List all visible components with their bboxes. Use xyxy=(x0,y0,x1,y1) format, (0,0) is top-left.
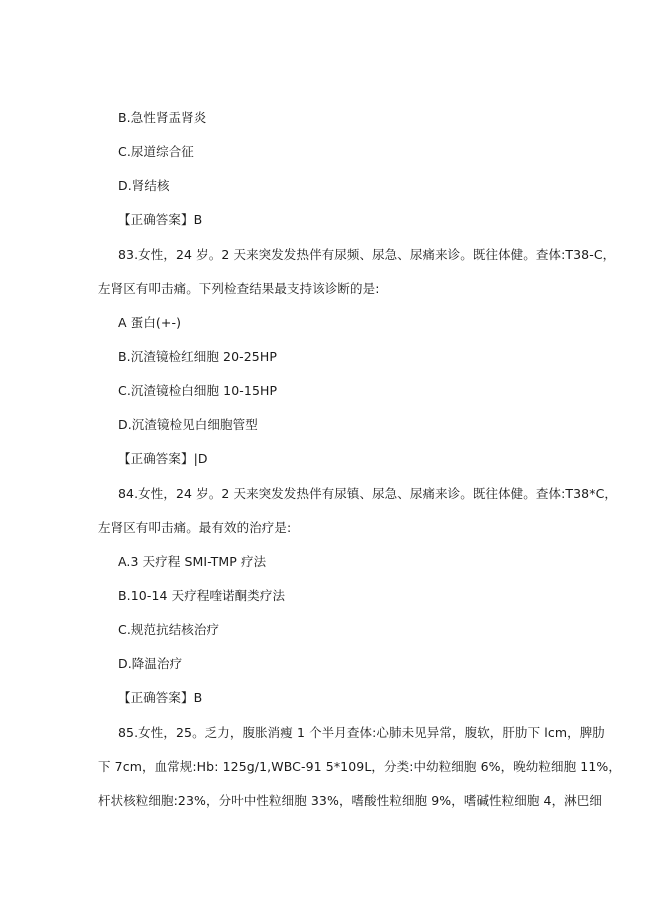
answer-line-q82: 【正确答案】B xyxy=(118,212,203,227)
question-84-line-1: 84.女性，24 岁。2 天来突发发热伴有尿镇、尿急、尿痛来诊。既往体健。查体:T38*C， xyxy=(118,486,618,501)
question-83-line-1: 83.女性，24 岁。2 天来突发发热伴有尿频、尿急、尿痛来诊。既往体健。查体:T38-C， xyxy=(118,247,616,262)
q83-option-c: C.沉渣镜检白细胞 10-15HP xyxy=(118,383,278,398)
question-83-line-2: 左肾区有叩击痛。下列检查结果最支持该诊断的是: xyxy=(98,281,380,296)
answer-line-q83: 【正确答案】|D xyxy=(118,451,208,466)
question-85-line-1: 85.女性，25。乏力，腹胀消瘦 1 个半月查体:心肺未见异常，腹软，肝肋下 lcm，脾肋 xyxy=(118,725,605,740)
q84-option-d: D.降温治疗 xyxy=(118,656,183,671)
option-c-urethral-syndrome: C.尿道综合征 xyxy=(118,144,194,159)
q83-option-a: A 蛋白(+-) xyxy=(118,315,182,330)
q84-option-c: C.规范抗结核治疗 xyxy=(118,622,220,637)
option-b-acute-pyelonephritis: B.急性肾盂肾炎 xyxy=(118,110,207,125)
q83-option-d: D.沉渣镜检见白细胞管型 xyxy=(118,417,258,432)
q83-option-b: B.沉渣镜检红细胞 20-25HP xyxy=(118,349,277,364)
answer-line-q84: 【正确答案】B xyxy=(118,690,203,705)
question-84-line-2: 左肾区有叩击痛。最有效的治疗是: xyxy=(98,520,292,535)
option-d-renal-tuberculosis: D.肾结核 xyxy=(118,178,170,193)
question-85-line-3: 杆状核粒细胞:23%，分叶中性粒细胞 33%，嗜酸性粒细胞 9%，嗜碱性粒细胞 4，淋巴细 xyxy=(98,793,602,808)
q84-option-a: A.3 天疗程 SMI-TMP 疗法 xyxy=(118,554,267,569)
question-85-line-2: 下 7cm，血常规:Hb: 125g/1,WBC-91 5*109L，分类:中幼粒细胞 6%，晚幼粒细胞 11%， xyxy=(98,759,621,774)
q84-option-b: B.10-14 天疗程喹诺酮类疗法 xyxy=(118,588,286,603)
